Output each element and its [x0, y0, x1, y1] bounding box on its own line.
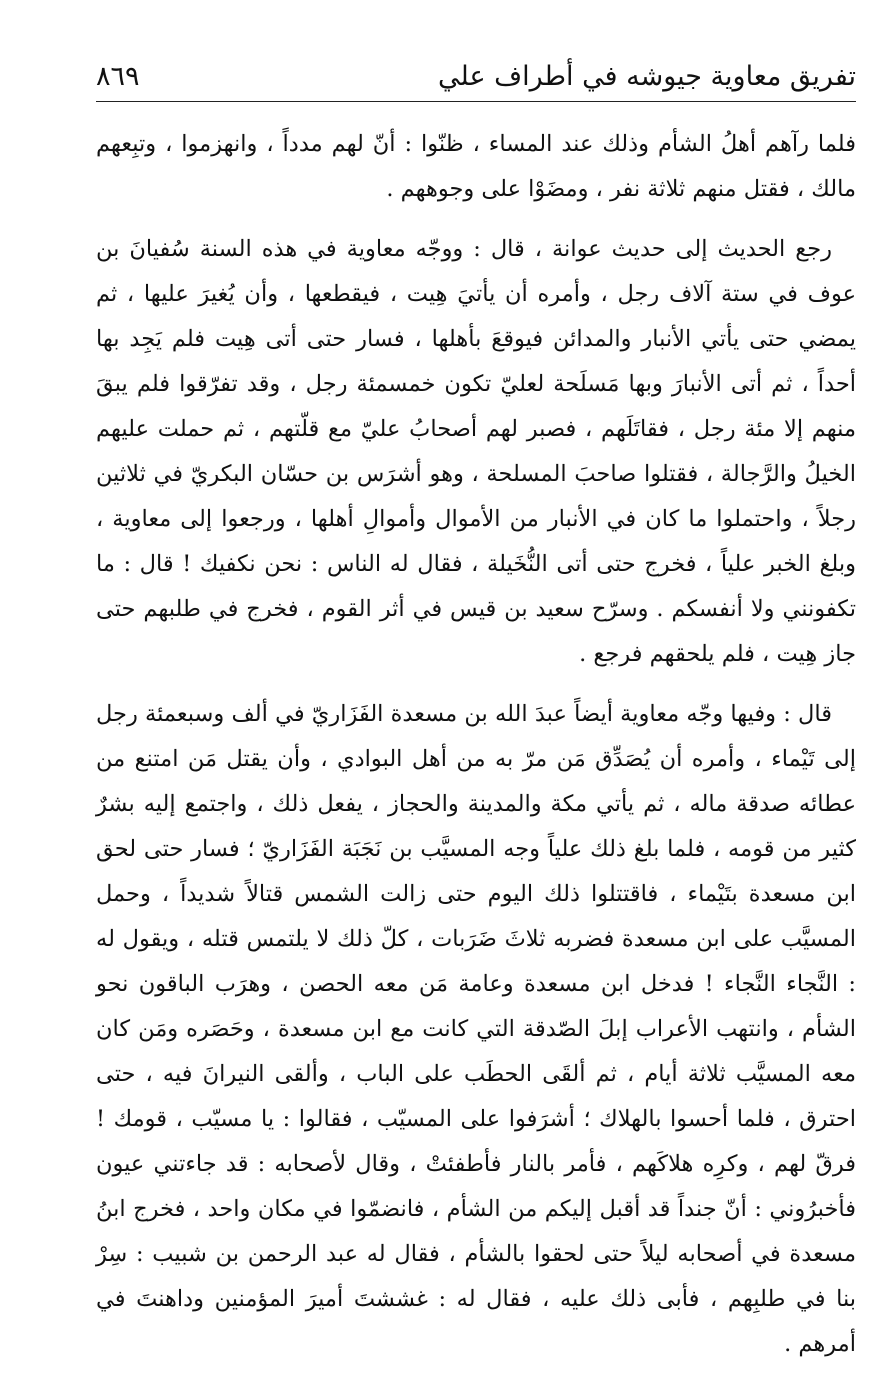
paragraph-3: قال : وفيها وجّه معاوية أيضاً عبدَ الله بن مسعدة الفَزَاريّ في ألف وسبعمئة رجل إلى تَيْماء ، وأمره أن يُصَدِّق مَن مرّ به من أهل البوادي ، وأن يقتل مَن امتنع من عطائه صدقة ماله ، ثم يأتي مكة والمدينة والحجاز ، يفعل ذلك ، واجتمع إليه بشرٌ كثير من قومه ، فلما بلغ ذلك علياً وجه المسيَّب بن نَجَبَة الفَزَاريّ ؛ فسار حتى لحق ابن مسعدة بتَيْماء ، فاقتتلوا ذلك اليوم حتى زالت الشمس قتالاً شديداً ، وحمل المسيَّب على ابن مسعدة فضربه ثلاثَ ضَرَبات ، كلّ ذلك لا يلتمس قتله ، ويقول له : النَّجاء النَّجاء ! فدخل ابن مسعدة وعامة مَن معه الحصن ، وهرَب الباقون نحو الشأم ، وانتهب الأعراب إبلَ الصّدقة التي كانت مع ابن مسعدة ، وحَصَره ومَن كان معه المسيَّب ثلاثة أيام ، ثم ألقَى الحطَب على الباب ، وألقى النيرانَ فيه ، حتى احترق ، فلما أحسوا بالهلاك ؛ أشرَفوا على المسيّب ، فقالوا : يا مسيّب ، قومك ! فرقّ لهم ، وكرِه هلاكَهم ، فأمر بالنار فأطفئتْ ، وقال لأصحابه : قد جاءتني عيون فأخبرُوني : أنّ جنداً قد أقبل إليكم من الشأم ، فانضمّوا في مكان واحد ، فخرج ابنُ مسعدة في أصحابه ليلاً حتى لحقوا بالشأم ، فقال له عبد الرحمن بن شبيب : سِرْ بنا في طلبِهم ، فأبى ذلك عليه ، فقال له : غششتَ أميرَ المؤمنين وداهنتَ في أمرهم .: [96, 701, 856, 1357]
paragraph-2: رجع الحديث إلى حديث عوانة ، قال : ووجّه معاوية في هذه السنة سُفيانَ بن عوف في ستة آلاف رجل ، وأمره أن يأتيَ هِيت ، فيقطعها ، وأن يُغيرَ عليها ، ثم يمضي حتى يأتي الأنبار والمدائن فيوقعَ بأهلها ، فسار حتى أتى هِيت فلم يَجِد بها أحداً ، ثم أتى الأنبارَ وبها مَسلَحة لعليّ تكون خمسمئة رجل ، وقد تفرّقوا فلم يبقَ منهم إلا مئة رجل ، فقاتَلَهم ، فصبر لهم أصحابُ عليّ مع قلّتهم ، ثم حملت عليهم الخيلُ والرَّجالة ، فقتلوا صاحبَ المسلحة ، وهو أشرَس بن حسّان البكريّ في ثلاثين رجلاً ، واحتملوا ما كان في الأنبار من الأموال وأموالِ أهلها ، ورجعوا إلى معاوية ، وبلغ الخبر علياً ، فخرج حتى أتى النُّخَيلة ، فقال له الناس : نحن نكفيك ! قال : ما تكفونني ولا أنفسكم . وسرّح سعيد بن قيس في أثر القوم ، فخرج في طلبهم حتى جاز هِيت ، فلم يلحقهم فرجع .: [96, 236, 856, 667]
page-header: [96, 52, 856, 102]
header-rule: [96, 101, 856, 102]
page-number: ٨٦٩: [96, 61, 140, 92]
body-text: [96, 122, 856, 1367]
paragraph-1: فلما رآهم أهلُ الشأم وذلك عند المساء ، ظنّوا : أنّ لهم مدداً ، وانهزموا ، وتبِعهم مالك ، فقتل منهم ثلاثة نفر ، ومضَوْا على وجوههم .: [96, 131, 856, 202]
running-title: تفريق معاوية جيوشه في أطراف علي: [438, 61, 856, 92]
